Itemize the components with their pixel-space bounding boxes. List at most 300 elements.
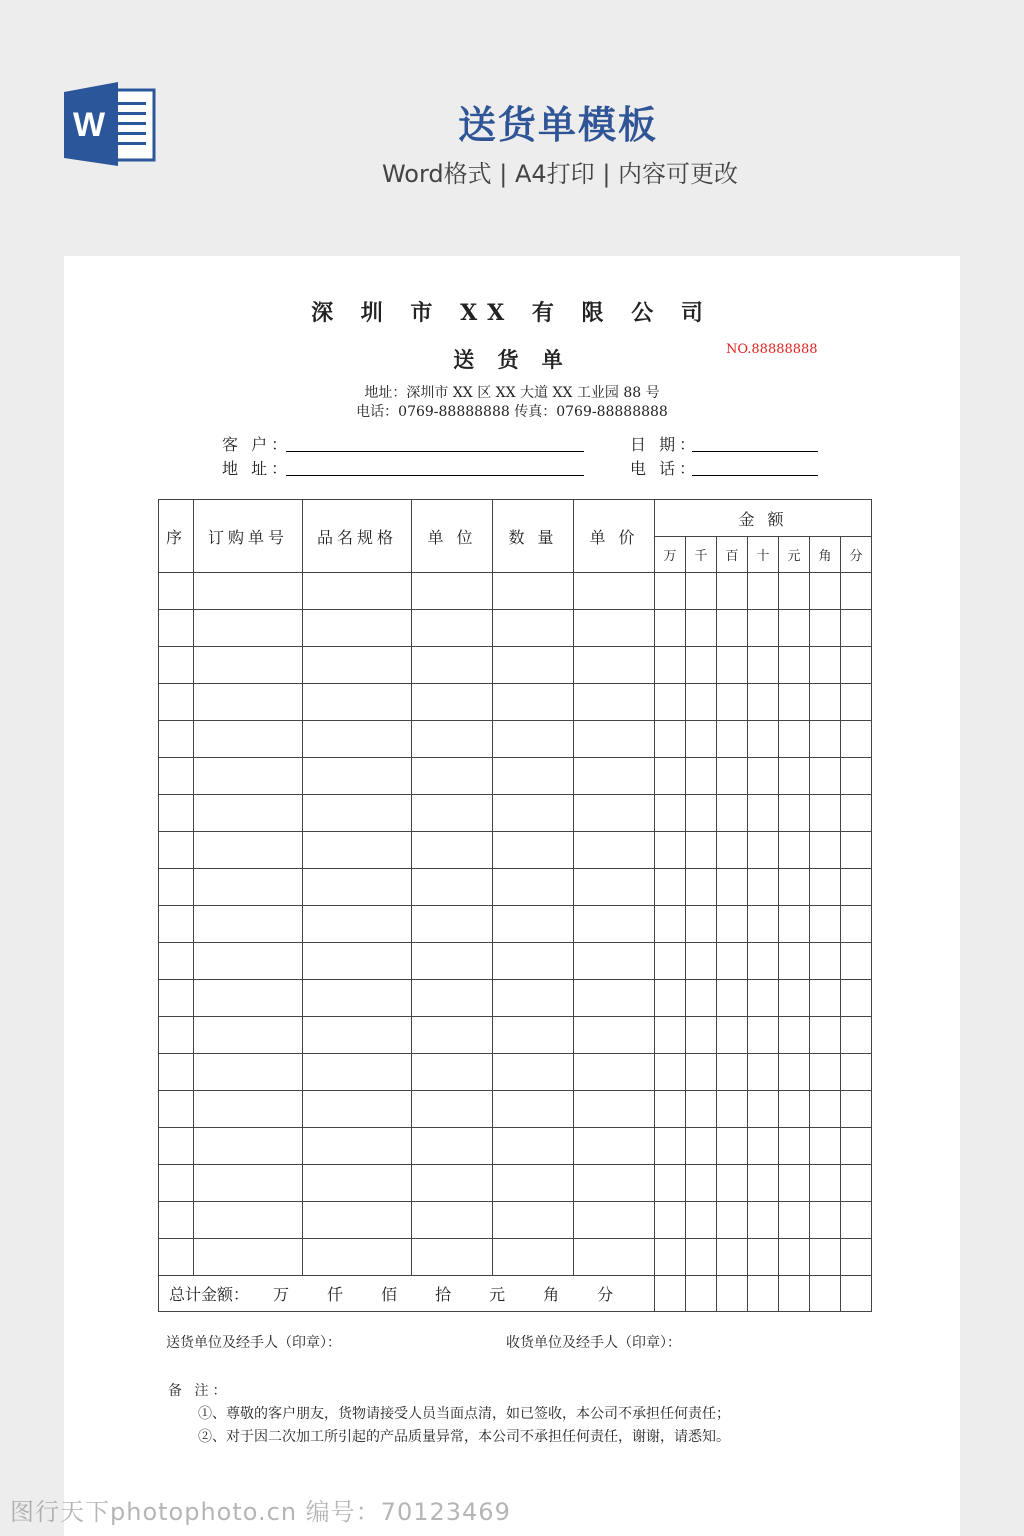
table-cell[interactable] — [493, 906, 574, 943]
table-cell[interactable] — [779, 1239, 810, 1276]
table-cell[interactable] — [717, 1054, 748, 1091]
table-cell[interactable] — [574, 795, 655, 832]
table-cell[interactable] — [303, 573, 412, 610]
total-unit-bai: 佰 — [381, 1285, 398, 1304]
table-cell[interactable] — [159, 795, 194, 832]
table-cell[interactable] — [686, 980, 717, 1017]
table-cell[interactable] — [574, 1017, 655, 1054]
table-cell[interactable] — [655, 721, 686, 758]
table-cell[interactable] — [159, 1239, 194, 1276]
table-cell[interactable] — [748, 832, 779, 869]
table-cell[interactable] — [574, 1128, 655, 1165]
header-seq: 序 — [159, 500, 194, 573]
table-cell[interactable] — [748, 1239, 779, 1276]
table-cell[interactable] — [574, 1239, 655, 1276]
table-cell[interactable] — [303, 906, 412, 943]
table-cell[interactable] — [412, 832, 493, 869]
table-cell[interactable] — [412, 1165, 493, 1202]
table-cell[interactable] — [159, 647, 194, 684]
table-cell[interactable] — [194, 1017, 303, 1054]
table-cell[interactable] — [841, 906, 872, 943]
table-cell[interactable] — [303, 1165, 412, 1202]
table-cell[interactable] — [655, 647, 686, 684]
table-cell[interactable] — [717, 832, 748, 869]
table-cell[interactable] — [810, 684, 841, 721]
total-amount-label: 总计金额： — [169, 1285, 250, 1304]
table-cell[interactable] — [493, 795, 574, 832]
table-cell[interactable] — [194, 1202, 303, 1239]
table-cell[interactable] — [412, 1054, 493, 1091]
table-cell[interactable] — [159, 1091, 194, 1128]
table-cell[interactable] — [574, 943, 655, 980]
table-cell[interactable] — [655, 869, 686, 906]
table-cell[interactable] — [194, 943, 303, 980]
table-cell[interactable] — [748, 906, 779, 943]
table-cell[interactable] — [748, 758, 779, 795]
table-cell[interactable] — [303, 610, 412, 647]
banner-title: 送货单模板 — [457, 103, 658, 147]
table-cell[interactable] — [810, 943, 841, 980]
table-cell[interactable] — [841, 1091, 872, 1128]
table-cell[interactable] — [841, 573, 872, 610]
table-cell[interactable] — [717, 647, 748, 684]
table-cell[interactable] — [159, 573, 194, 610]
table-cell[interactable] — [748, 1165, 779, 1202]
table-cell[interactable] — [159, 610, 194, 647]
table-cell[interactable] — [841, 721, 872, 758]
table-row — [159, 943, 872, 980]
total-amount-digit[interactable] — [717, 1276, 748, 1312]
table-cell[interactable] — [779, 980, 810, 1017]
table-cell[interactable] — [655, 610, 686, 647]
table-cell[interactable] — [655, 1091, 686, 1128]
table-cell[interactable] — [779, 795, 810, 832]
table-cell[interactable] — [412, 684, 493, 721]
table-cell[interactable] — [810, 573, 841, 610]
header-unit: 单 位 — [412, 500, 493, 573]
table-cell[interactable] — [686, 758, 717, 795]
table-cell[interactable] — [717, 758, 748, 795]
table-row — [159, 758, 872, 795]
table-cell[interactable] — [810, 906, 841, 943]
table-cell[interactable] — [686, 721, 717, 758]
table-cell[interactable] — [686, 573, 717, 610]
watermark: 图行天下photophoto.cn 编号：70123469 — [10, 1498, 511, 1526]
table-cell[interactable] — [686, 1017, 717, 1054]
table-cell[interactable] — [574, 758, 655, 795]
table-cell[interactable] — [194, 684, 303, 721]
amount-unit-jiao: 角 — [810, 537, 841, 573]
table-cell[interactable] — [574, 906, 655, 943]
table-cell[interactable] — [748, 573, 779, 610]
table-cell[interactable] — [412, 1128, 493, 1165]
table-cell[interactable] — [655, 1239, 686, 1276]
table-cell[interactable] — [493, 1202, 574, 1239]
date-field[interactable] — [692, 451, 818, 452]
table-cell[interactable] — [412, 1239, 493, 1276]
amount-unit-yuan: 元 — [779, 537, 810, 573]
table-cell[interactable] — [717, 610, 748, 647]
table-cell[interactable] — [303, 1017, 412, 1054]
total-amount-digit[interactable] — [686, 1276, 717, 1312]
table-cell[interactable] — [748, 869, 779, 906]
table-row — [159, 1128, 872, 1165]
table-cell[interactable] — [841, 610, 872, 647]
table-cell[interactable] — [574, 1091, 655, 1128]
table-cell[interactable] — [841, 980, 872, 1017]
document-number: NO.88888888 — [726, 342, 818, 357]
table-cell[interactable] — [686, 684, 717, 721]
table-cell[interactable] — [779, 758, 810, 795]
table-cell[interactable] — [748, 1202, 779, 1239]
table-cell[interactable] — [655, 795, 686, 832]
customer-field[interactable] — [286, 451, 584, 452]
table-cell[interactable] — [655, 1128, 686, 1165]
table-cell[interactable] — [810, 1202, 841, 1239]
table-cell[interactable] — [748, 795, 779, 832]
table-cell[interactable] — [412, 943, 493, 980]
table-cell[interactable] — [493, 1165, 574, 1202]
company-address: 地址：深圳市 XX 区 XX 大道 XX 工业园 88 号 — [364, 385, 660, 401]
table-cell[interactable] — [655, 943, 686, 980]
table-cell[interactable] — [574, 610, 655, 647]
table-cell[interactable] — [748, 1017, 779, 1054]
table-cell[interactable] — [686, 1128, 717, 1165]
table-cell[interactable] — [493, 980, 574, 1017]
table-cell[interactable] — [810, 1017, 841, 1054]
table-cell[interactable] — [303, 1202, 412, 1239]
table-cell[interactable] — [493, 647, 574, 684]
document-title: 送 货 单 — [453, 347, 571, 372]
table-cell[interactable] — [159, 684, 194, 721]
table-cell[interactable] — [717, 721, 748, 758]
table-cell[interactable] — [574, 647, 655, 684]
table-cell[interactable] — [412, 906, 493, 943]
table-row — [159, 1202, 872, 1239]
table-cell[interactable] — [159, 832, 194, 869]
table-cell[interactable] — [159, 1202, 194, 1239]
table-row — [159, 610, 872, 647]
table-cell[interactable] — [194, 647, 303, 684]
table-row — [159, 573, 872, 610]
table-cell[interactable] — [303, 1091, 412, 1128]
table-cell[interactable] — [303, 943, 412, 980]
phone-field[interactable] — [692, 475, 818, 476]
table-cell[interactable] — [303, 832, 412, 869]
total-amount-digit[interactable] — [748, 1276, 779, 1312]
table-cell[interactable] — [717, 1091, 748, 1128]
table-cell[interactable] — [717, 1017, 748, 1054]
table-cell[interactable] — [493, 869, 574, 906]
total-amount-digit[interactable] — [655, 1276, 686, 1312]
table-cell[interactable] — [412, 610, 493, 647]
header-order-no: 订购单号 — [194, 500, 303, 573]
table-cell[interactable] — [194, 758, 303, 795]
table-row — [159, 906, 872, 943]
table-cell[interactable] — [748, 1128, 779, 1165]
table-cell[interactable] — [686, 869, 717, 906]
table-cell[interactable] — [412, 573, 493, 610]
delivery-table — [158, 499, 872, 1312]
table-cell[interactable] — [412, 980, 493, 1017]
table-cell[interactable] — [841, 758, 872, 795]
header-unit-price: 单 价 — [574, 500, 655, 573]
table-cell[interactable] — [717, 1239, 748, 1276]
table-cell[interactable] — [574, 1165, 655, 1202]
table-cell[interactable] — [493, 1128, 574, 1165]
table-cell[interactable] — [194, 1128, 303, 1165]
amount-unit-qian: 千 — [686, 537, 717, 573]
table-cell[interactable] — [159, 1017, 194, 1054]
total-amount-digit[interactable] — [841, 1276, 872, 1312]
table-cell[interactable] — [717, 943, 748, 980]
table-cell[interactable] — [412, 795, 493, 832]
table-cell[interactable] — [194, 1165, 303, 1202]
address-field[interactable] — [286, 475, 584, 476]
table-cell[interactable] — [303, 795, 412, 832]
table-cell[interactable] — [841, 1054, 872, 1091]
table-cell[interactable] — [412, 1091, 493, 1128]
table-cell[interactable] — [574, 1054, 655, 1091]
table-cell[interactable] — [412, 647, 493, 684]
table-cell[interactable] — [493, 943, 574, 980]
table-cell[interactable] — [194, 1239, 303, 1276]
table-cell[interactable] — [779, 906, 810, 943]
table-cell[interactable] — [717, 980, 748, 1017]
table-cell[interactable] — [717, 906, 748, 943]
table-cell[interactable] — [779, 610, 810, 647]
table-cell[interactable] — [574, 1202, 655, 1239]
table-cell[interactable] — [574, 573, 655, 610]
table-cell[interactable] — [493, 610, 574, 647]
table-cell[interactable] — [686, 1091, 717, 1128]
table-cell[interactable] — [810, 758, 841, 795]
table-cell[interactable] — [841, 795, 872, 832]
table-cell[interactable] — [686, 1239, 717, 1276]
table-cell[interactable] — [841, 1128, 872, 1165]
table-cell[interactable] — [412, 721, 493, 758]
table-cell[interactable] — [159, 980, 194, 1017]
table-cell[interactable] — [159, 906, 194, 943]
total-amount-digit[interactable] — [810, 1276, 841, 1312]
table-cell[interactable] — [810, 795, 841, 832]
table-cell[interactable] — [779, 1128, 810, 1165]
header-amount: 金 额 — [655, 500, 872, 537]
table-cell[interactable] — [748, 980, 779, 1017]
table-cell[interactable] — [810, 832, 841, 869]
table-cell[interactable] — [655, 906, 686, 943]
table-cell[interactable] — [810, 1165, 841, 1202]
table-cell[interactable] — [655, 832, 686, 869]
table-row — [159, 1239, 872, 1276]
table-cell[interactable] — [779, 943, 810, 980]
table-cell[interactable] — [779, 573, 810, 610]
table-cell[interactable] — [841, 1017, 872, 1054]
table-row — [159, 647, 872, 684]
table-cell[interactable] — [686, 1202, 717, 1239]
table-cell[interactable] — [686, 1054, 717, 1091]
word-document-icon — [64, 82, 156, 166]
table-cell[interactable] — [194, 1054, 303, 1091]
table-cell[interactable] — [748, 721, 779, 758]
table-cell[interactable] — [194, 573, 303, 610]
table-cell[interactable] — [748, 1054, 779, 1091]
table-cell[interactable] — [194, 980, 303, 1017]
table-cell[interactable] — [686, 906, 717, 943]
table-cell[interactable] — [194, 610, 303, 647]
table-row — [159, 980, 872, 1017]
table-cell[interactable] — [493, 573, 574, 610]
table-cell[interactable] — [574, 721, 655, 758]
table-cell[interactable] — [493, 1017, 574, 1054]
table-cell[interactable] — [574, 869, 655, 906]
table-cell[interactable] — [303, 1128, 412, 1165]
table-cell[interactable] — [810, 869, 841, 906]
remarks-label: 备 注： — [168, 1383, 231, 1399]
total-unit-yuan: 元 — [489, 1285, 506, 1304]
table-cell[interactable] — [717, 573, 748, 610]
table-cell[interactable] — [841, 1202, 872, 1239]
table-cell[interactable] — [303, 1054, 412, 1091]
table-cell[interactable] — [717, 795, 748, 832]
table-cell[interactable] — [810, 1128, 841, 1165]
amount-unit-shi: 十 — [748, 537, 779, 573]
table-cell[interactable] — [779, 1202, 810, 1239]
table-cell[interactable] — [655, 1165, 686, 1202]
table-cell[interactable] — [779, 1165, 810, 1202]
table-cell[interactable] — [303, 1239, 412, 1276]
table-cell[interactable] — [574, 980, 655, 1017]
table-cell[interactable] — [686, 610, 717, 647]
table-cell[interactable] — [412, 1017, 493, 1054]
table-cell[interactable] — [655, 980, 686, 1017]
table-cell[interactable] — [655, 758, 686, 795]
date-label: 日 期： — [630, 435, 700, 454]
word-icon-letter: W — [72, 106, 106, 144]
table-cell[interactable] — [412, 869, 493, 906]
table-cell[interactable] — [159, 758, 194, 795]
table-cell[interactable] — [686, 647, 717, 684]
table-cell[interactable] — [717, 1165, 748, 1202]
table-cell[interactable] — [303, 758, 412, 795]
table-cell[interactable] — [779, 647, 810, 684]
table-cell[interactable] — [748, 610, 779, 647]
table-cell[interactable] — [717, 1202, 748, 1239]
table-cell[interactable] — [159, 1054, 194, 1091]
table-cell[interactable] — [493, 1091, 574, 1128]
table-cell[interactable] — [779, 684, 810, 721]
receiver-signature-label: 收货单位及经手人（印章）： — [506, 1335, 681, 1351]
table-cell[interactable] — [159, 721, 194, 758]
table-cell[interactable] — [841, 1165, 872, 1202]
table-cell[interactable] — [779, 832, 810, 869]
table-cell[interactable] — [194, 832, 303, 869]
table-cell[interactable] — [748, 943, 779, 980]
table-cell[interactable] — [841, 943, 872, 980]
table-cell[interactable] — [810, 1054, 841, 1091]
total-amount-digit[interactable] — [779, 1276, 810, 1312]
table-cell[interactable] — [303, 869, 412, 906]
table-row — [159, 1091, 872, 1128]
table-cell[interactable] — [493, 1054, 574, 1091]
table-cell[interactable] — [194, 869, 303, 906]
table-cell[interactable] — [841, 869, 872, 906]
table-cell[interactable] — [686, 832, 717, 869]
table-cell[interactable] — [194, 1091, 303, 1128]
table-cell[interactable] — [655, 1202, 686, 1239]
table-cell[interactable] — [159, 1128, 194, 1165]
table-cell[interactable] — [574, 684, 655, 721]
table-cell[interactable] — [841, 647, 872, 684]
total-amount-cell — [159, 1276, 655, 1312]
table-row — [159, 1165, 872, 1202]
table-cell[interactable] — [841, 832, 872, 869]
sender-signature-label: 送货单位及经手人（印章）： — [166, 1335, 341, 1351]
table-cell[interactable] — [303, 684, 412, 721]
table-cell[interactable] — [841, 1239, 872, 1276]
table-cell[interactable] — [303, 647, 412, 684]
table-cell[interactable] — [779, 721, 810, 758]
table-cell[interactable] — [655, 1054, 686, 1091]
table-cell[interactable] — [779, 1091, 810, 1128]
table-cell[interactable] — [194, 721, 303, 758]
table-cell[interactable] — [686, 795, 717, 832]
table-cell[interactable] — [810, 721, 841, 758]
table-cell[interactable] — [779, 1054, 810, 1091]
table-cell[interactable] — [655, 1017, 686, 1054]
table-cell[interactable] — [493, 1239, 574, 1276]
table-cell[interactable] — [748, 647, 779, 684]
table-cell[interactable] — [194, 795, 303, 832]
table-cell[interactable] — [748, 1091, 779, 1128]
table-cell[interactable] — [841, 684, 872, 721]
header-product-spec: 品名规格 — [303, 500, 412, 573]
table-cell[interactable] — [493, 684, 574, 721]
table-cell[interactable] — [810, 1239, 841, 1276]
table-cell[interactable] — [655, 684, 686, 721]
table-cell[interactable] — [779, 869, 810, 906]
table-cell[interactable] — [159, 869, 194, 906]
table-cell[interactable] — [493, 721, 574, 758]
table-cell[interactable] — [493, 758, 574, 795]
table-cell[interactable] — [159, 1165, 194, 1202]
table-cell[interactable] — [303, 721, 412, 758]
table-cell[interactable] — [574, 832, 655, 869]
table-cell[interactable] — [717, 684, 748, 721]
table-cell[interactable] — [810, 647, 841, 684]
document-page — [64, 256, 960, 1536]
table-row — [159, 684, 872, 721]
banner-subtitle: Word格式 | A4打印 | 内容可更改 — [381, 160, 739, 188]
table-cell[interactable] — [159, 943, 194, 980]
table-cell[interactable] — [810, 1091, 841, 1128]
table-cell[interactable] — [810, 980, 841, 1017]
table-cell[interactable] — [412, 1202, 493, 1239]
table-cell[interactable] — [686, 1165, 717, 1202]
table-cell[interactable] — [779, 1017, 810, 1054]
table-cell[interactable] — [194, 906, 303, 943]
table-cell[interactable] — [655, 573, 686, 610]
table-cell[interactable] — [717, 869, 748, 906]
table-cell[interactable] — [493, 832, 574, 869]
table-cell[interactable] — [717, 1128, 748, 1165]
table-cell[interactable] — [303, 980, 412, 1017]
table-cell[interactable] — [810, 610, 841, 647]
table-cell[interactable] — [686, 943, 717, 980]
table-cell[interactable] — [748, 684, 779, 721]
total-unit-jiao: 角 — [543, 1285, 560, 1304]
table-cell[interactable] — [412, 758, 493, 795]
